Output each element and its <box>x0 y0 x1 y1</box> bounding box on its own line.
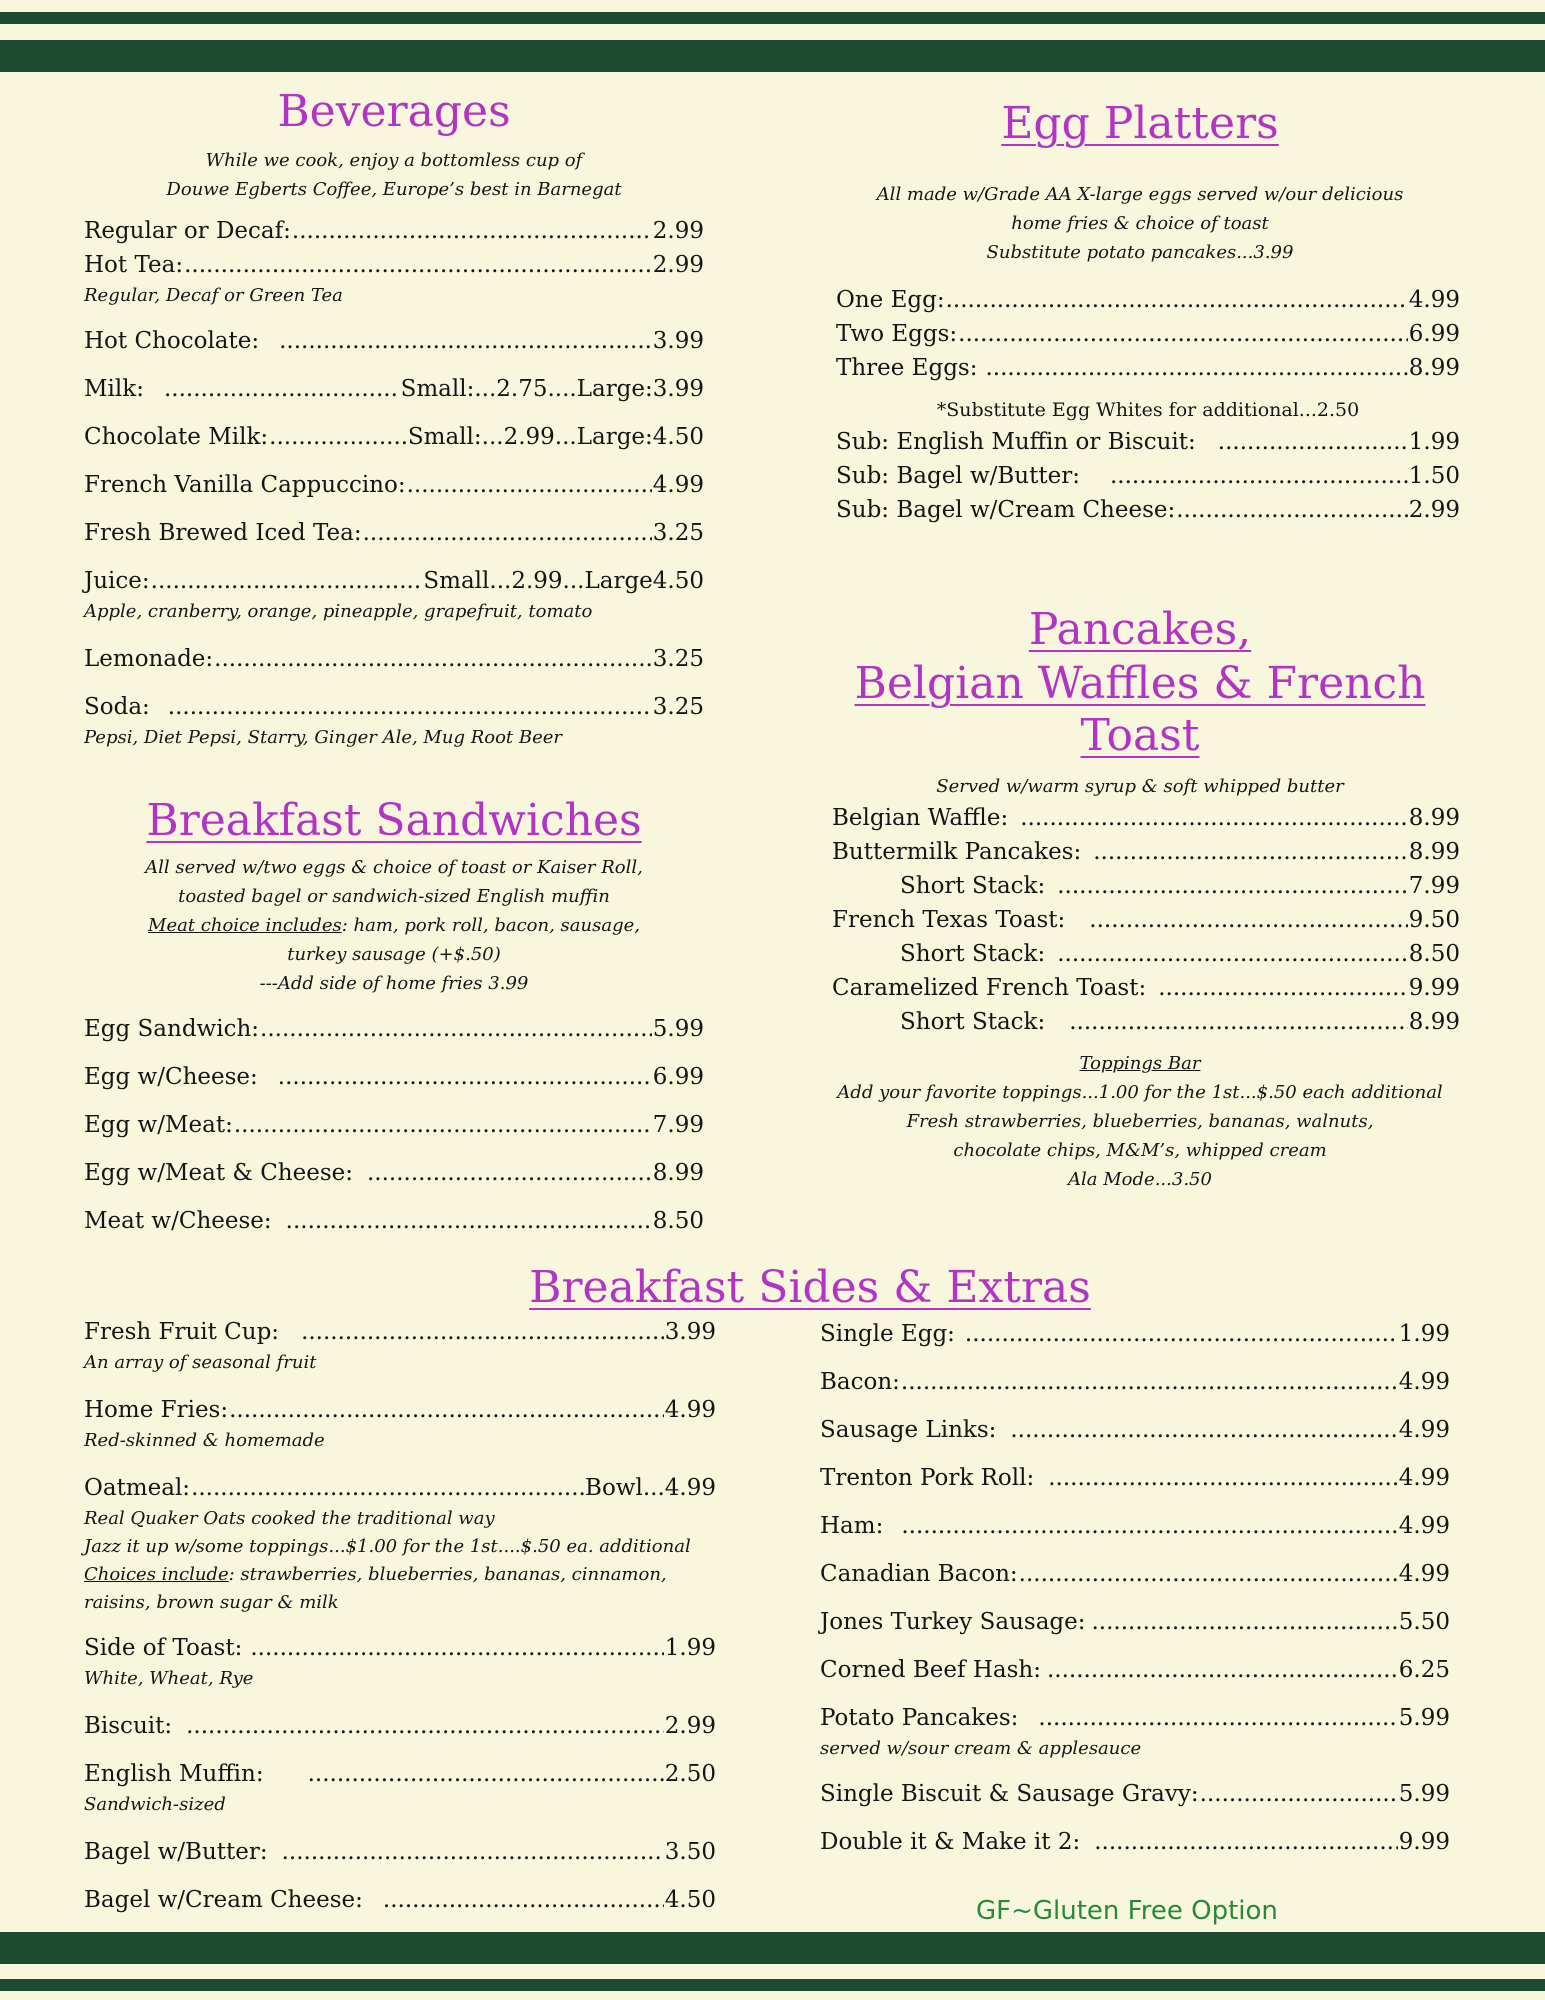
pancakes-section <box>820 604 1460 1194</box>
sandwiches-section <box>84 795 704 1238</box>
gluten-free-note: GF~Gluten Free Option <box>976 1896 1278 1926</box>
bottom-band-thick <box>0 1932 1545 1964</box>
toppings-title: Toppings Bar <box>1079 1053 1201 1074</box>
menu-item: Hot Chocolate: ..... 3.99 <box>84 324 704 358</box>
toppings-line2: Fresh strawberries, blueberries, bananas, walnuts, <box>906 1111 1374 1132</box>
item-note: Red-skinned & homemade <box>84 1430 325 1451</box>
beverages-desc-line1: While we cook, enjoy a bottomless cup of <box>205 150 583 171</box>
menu-item: Meat w/Cheese: ..... 8.50 <box>84 1204 704 1238</box>
eggs-desc-line2: home fries & choice of toast <box>1011 213 1269 234</box>
beverages-title: Beverages <box>277 86 511 137</box>
item-note: raisins, brown sugar & milk <box>84 1592 339 1613</box>
beverages-section <box>84 86 704 752</box>
sandwiches-desc-line1: All served w/two eggs & choice of toast or Kaiser Roll, <box>145 857 643 878</box>
menu-item: Single Egg: ..... 1.99 <box>820 1317 1450 1351</box>
menu-item: Sausage Links: ..... 4.99 <box>820 1413 1450 1447</box>
menu-item: Side of Toast: ..... 1.99 <box>84 1631 716 1665</box>
menu-item: Regular or Decaf: ..... 2.99 <box>84 214 704 248</box>
menu-item: Short Stack: ..... 8.99 <box>832 1005 1460 1039</box>
menu-item: Fresh Brewed Iced Tea: ..... 3.25 <box>84 516 704 550</box>
item-note: Apple, cranberry, orange, pineapple, grapefruit, tomato <box>84 601 593 622</box>
item-note: Jazz it up w/some toppings...$1.00 for the 1st....$.50 ea. additional <box>84 1536 691 1557</box>
item-note: An array of seasonal fruit <box>84 1352 317 1373</box>
menu-item: Corned Beef Hash: ..... 6.25 <box>820 1653 1450 1687</box>
item-note: Choices include: strawberries, blueberries, bananas, cinnamon, <box>84 1564 667 1585</box>
menu-item: Potato Pancakes: ..... 5.99 <box>820 1701 1450 1735</box>
item-note: Regular, Decaf or Green Tea <box>84 285 343 306</box>
menu-item: Belgian Waffle: ..... 8.99 <box>832 801 1460 835</box>
menu-item: Short Stack: ..... 8.50 <box>832 937 1460 971</box>
menu-item: Oatmeal: ..... Bowl... 4.99 <box>84 1471 716 1505</box>
menu-item: Bagel w/Butter: ..... 3.50 <box>84 1835 716 1869</box>
item-note: Pepsi, Diet Pepsi, Starry, Ginger Ale, Mug Root Beer <box>84 727 563 748</box>
menu-item: Trenton Pork Roll: ..... 4.99 <box>820 1461 1450 1495</box>
menu-item: Two Eggs: ..... 6.99 <box>836 317 1460 351</box>
menu-item: Sub: Bagel w/Cream Cheese: ..... 2.99 <box>836 493 1460 527</box>
menu-item: Juice: ..... Small...2.99...Large 4.50 <box>84 564 704 598</box>
sides-right-column <box>820 1317 1450 1859</box>
menu-item: Jones Turkey Sausage: ..... 5.50 <box>820 1605 1450 1639</box>
menu-item: French Vanilla Cappuccino: ..... 4.99 <box>84 468 704 502</box>
menu-item: Biscuit: ..... 2.99 <box>84 1709 716 1743</box>
menu-item: Short Stack: ..... 7.99 <box>832 869 1460 903</box>
item-note: Real Quaker Oats cooked the traditional way <box>84 1508 495 1529</box>
sandwiches-desc-line5: ---Add side of home fries 3.99 <box>259 973 529 994</box>
menu-item: Three Eggs: ..... 8.99 <box>836 351 1460 385</box>
menu-item: Fresh Fruit Cup: ..... 3.99 <box>84 1315 716 1349</box>
egg-whites-note: *Substitute Egg Whites for additional...2.50 <box>936 399 1360 421</box>
eggs-desc-line3: Substitute potato pancakes...3.99 <box>986 242 1294 263</box>
menu-item: Sub: English Muffin or Biscuit: ..... 1.99 <box>836 425 1460 459</box>
eggs-desc-line1: All made w/Grade AA X-large eggs served w/our delicious <box>876 184 1404 205</box>
menu-item: Bagel w/Cream Cheese: ..... 4.50 <box>84 1883 716 1917</box>
sandwiches-desc-line3: Meat choice includes: ham, pork roll, bacon, sausage, <box>148 915 640 936</box>
menu-item: Ham: ..... 4.99 <box>820 1509 1450 1543</box>
top-band-thin <box>0 12 1545 24</box>
menu-item: French Texas Toast: ..... 9.50 <box>832 903 1460 937</box>
item-note: served w/sour cream & applesauce <box>820 1738 1142 1759</box>
bottom-band-thin <box>0 1979 1545 1991</box>
menu-item: Sub: Bagel w/Butter: ..... 1.50 <box>836 459 1460 493</box>
menu-item: Egg w/Meat & Cheese: ..... 8.99 <box>84 1156 704 1190</box>
menu-item: Bacon: ..... 4.99 <box>820 1365 1450 1399</box>
toppings-line1: Add your favorite toppings...1.00 for the 1st...$.50 each additional <box>837 1082 1443 1103</box>
menu-item: Home Fries: ..... 4.99 <box>84 1393 716 1427</box>
menu-item: One Egg: ..... 4.99 <box>836 283 1460 317</box>
menu-item: Buttermilk Pancakes: ..... 8.99 <box>832 835 1460 869</box>
menu-item: Milk: ..... Small:...2.75....Large: 3.99 <box>84 372 704 406</box>
menu-item: Hot Tea: ..... 2.99 <box>84 248 704 282</box>
menu-item: Caramelized French Toast: ..... 9.99 <box>832 971 1460 1005</box>
pancakes-title-line2: Belgian Waffles & French Toast <box>854 658 1426 761</box>
sandwiches-title: Breakfast Sandwiches <box>146 795 642 846</box>
sides-left-column <box>84 1315 716 1917</box>
sandwiches-desc-line4: turkey sausage (+$.50) <box>287 944 501 965</box>
top-band-thick <box>0 40 1545 72</box>
toppings-line4: Ala Mode...3.50 <box>1068 1169 1212 1190</box>
sandwiches-desc-line2: toasted bagel or sandwich-sized English muffin <box>178 886 610 907</box>
item-note: Sandwich-sized <box>84 1794 226 1815</box>
menu-item: Egg Sandwich: ..... 5.99 <box>84 1012 704 1046</box>
pancakes-title-line1: Pancakes, <box>1028 604 1252 655</box>
egg-platters-title: Egg Platters <box>1001 98 1279 149</box>
toppings-line3: chocolate chips, M&M’s, whipped cream <box>953 1140 1327 1161</box>
sides-title: Breakfast Sides & Extras <box>529 1262 1091 1313</box>
beverages-desc-line2: Douwe Egberts Coffee, Europe’s best in Barnegat <box>166 179 622 200</box>
menu-item: Chocolate Milk: ..... Small:...2.99...Large: 4.50 <box>84 420 704 454</box>
menu-item: Single Biscuit & Sausage Gravy: ..... 5.99 <box>820 1777 1450 1811</box>
menu-item: Egg w/Cheese: ..... 6.99 <box>84 1060 704 1094</box>
menu-item: Double it & Make it 2: ..... 9.99 <box>820 1825 1450 1859</box>
pancakes-desc: Served w/warm syrup & soft whipped butter <box>936 776 1344 797</box>
menu-item: Soda: ..... 3.25 <box>84 690 704 724</box>
item-note: White, Wheat, Rye <box>84 1668 254 1689</box>
egg-platters-section <box>820 98 1460 527</box>
menu-item: Lemonade: ..... 3.25 <box>84 642 704 676</box>
menu-item: Egg w/Meat: ..... 7.99 <box>84 1108 704 1142</box>
menu-item: English Muffin: ..... 2.50 <box>84 1757 716 1791</box>
menu-item: Canadian Bacon: ..... 4.99 <box>820 1557 1450 1591</box>
